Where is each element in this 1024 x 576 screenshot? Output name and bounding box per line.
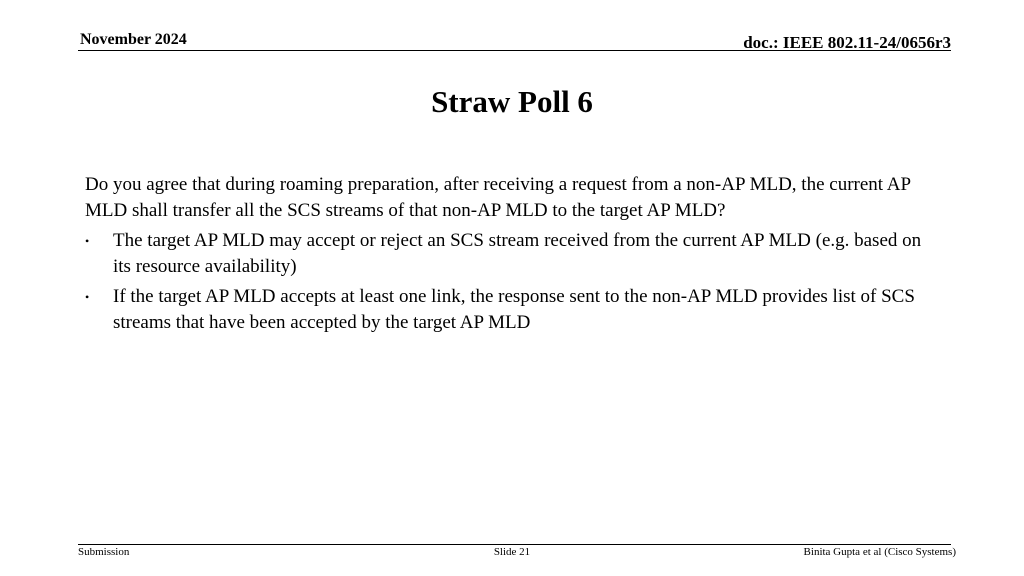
header-date: November 2024 [80,31,187,48]
bullet-text: The target AP MLD may accept or reject an SCS stream received from the current AP MLD (e.g. based on its resource availability) [113,230,922,277]
list-item [85,284,935,336]
bullet-icon: • [85,290,90,304]
footer-slide-number: Slide 21 [493,546,531,558]
footer-author: Binita Gupta et al (Cisco Systems) [803,546,956,558]
bullet-list [85,228,935,336]
bullet-icon: • [85,234,90,248]
bullet-text: If the target AP MLD accepts at least one link, the response sent to the non-AP MLD provides list of SCS streams that have been accepted by the target AP MLD [113,286,915,333]
slide-body [85,172,935,340]
list-item [85,228,935,280]
poll-question: Do you agree that during roaming preparation, after receiving a request from a non-AP MLD, the current AP MLD shall transfer all the SCS streams of that non-AP MLD to the target AP MLD? [85,174,911,221]
header-divider [78,50,951,51]
header-doc-id: doc.: IEEE 802.11-24/0656r3 [743,33,951,52]
slide-title: Straw Poll 6 [431,84,593,119]
footer-submission: Submission [78,546,130,558]
footer-divider [78,544,951,545]
